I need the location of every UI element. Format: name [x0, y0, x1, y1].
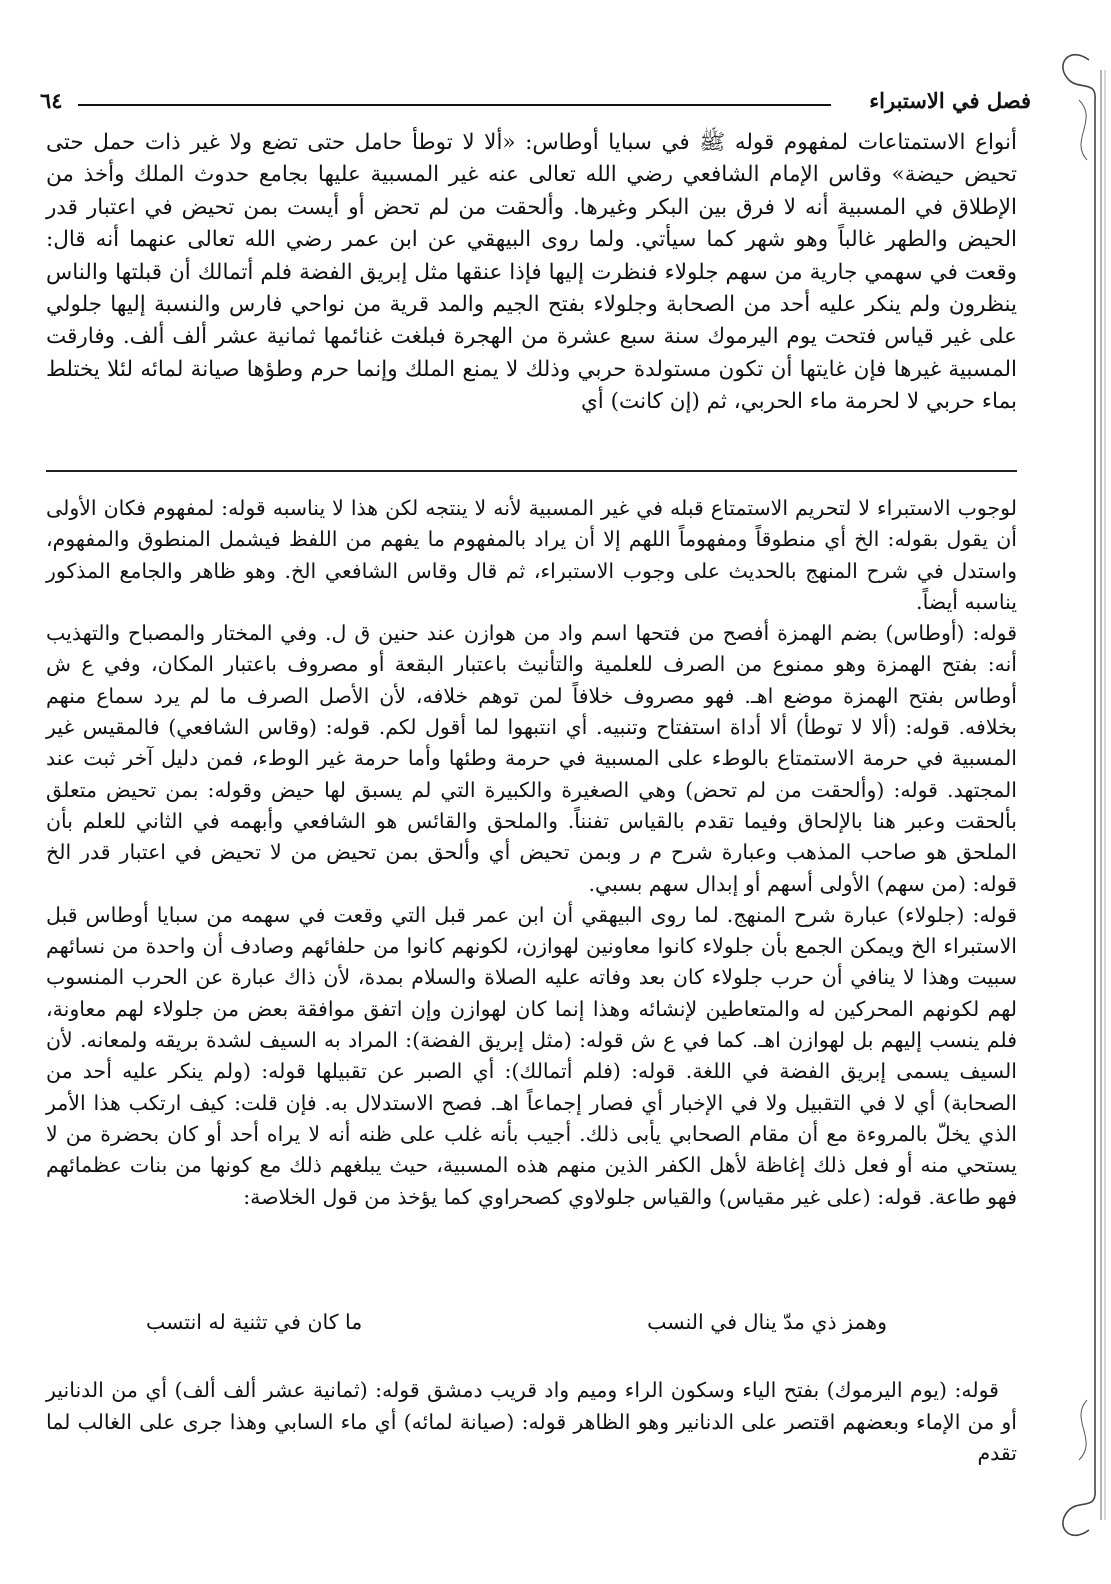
commentary-notes	[46, 493, 1017, 1213]
footnote-separator	[46, 470, 1017, 472]
scroll-border-ornament	[1049, 40, 1111, 1550]
verse-second-hemistich: ما كان في تثنية له انتسب	[146, 1310, 363, 1334]
note-paragraph: لوجوب الاستبراء لا لتحريم الاستمتاع قبله في غير المسبية لأنه لا ينتجه لكن هذا لا يناسبه قوله: لمفهوم فكان الأولى أن يقول بقوله: الخ أي منطوقاً ومفهوماً اللهم إلا أن يراد بالمفهوم ما يفهم من اللفظ فيشمل المنطوق والمفهوم، واستدل في شرح المنهج بالحديث على وجوب الاستبراء، ثم قال وقاس الشافعي الخ. وهو ظاهر والجامع المذكور يناسبه أيضاً.	[46, 496, 1017, 614]
verse-first-hemistich: وهمز ذي مدّ ينال في النسب	[647, 1310, 887, 1334]
main-paragraph: أنواع الاستمتاعات لمفهوم قوله ﷺ في سبايا أوطاس: «ألا لا توطأ حامل حتى تضع ولا غير ذات حمل حتى تحيض حيضة» وقاس الإمام الشافعي رضي الله تعالى عنه غير المسبية عليها بجامع حدوث الملك وأخذ من الإطلاق في المسبية أنه لا فرق بين البكر وغيرها. وألحقت من لم تحض أو أيست بمن تحيض في اعتبار قدر الحيض والطهر غالباً وهو شهر كما سيأتي. ولما روى البيهقي عن ابن عمر رضي الله تعالى عنهما أنه قال: وقعت في سهمي جارية من سهم جلولاء فنظرت إليها فإذا عنقها مثل إبريق الفضة فلم أتمالك أن قبلتها والناس ينظرون ولم ينكر عليه أحد من الصحابة وجلولاء بفتح الجيم والمد قرية من نواحي فارس والنسبة إليها جلولي على غير قياس فتحت يوم اليرموك سنة سبع عشرة من الهجرة فبلغت غنائمها ثمانية عشر ألف ألف. وفارقت المسبية غيرها فإن غايتها أن تكون مستولدة حربي وذلك لا يمنع الملك وإنما حرم وطؤها صيانة لمائه لئلا يختلط بماء حربي لا لحرمة ماء الحربي، ثم (إن كانت) أي	[46, 130, 1017, 415]
section-title: فصل في الاستبراء	[869, 88, 1031, 113]
page-header	[40, 88, 1031, 118]
commentary-notes-continued	[46, 1375, 1017, 1470]
note-paragraph: قوله: (يوم اليرموك) بفتح الياء وسكون الراء وميم واد قريب دمشق قوله: (ثمانية عشر ألف ألف) أي من الدنانير أو من الإماء وبعضهم اقتصر على الدنانير وهو الظاهر قوله: (صيانة لمائه) أي ماء السابي وهذا جرى على الغالب لما تقدم	[46, 1378, 1017, 1465]
note-paragraph: قوله: (أوطاس) بضم الهمزة أفصح من فتحها اسم واد من هوازن عند حنين ق ل. وفي المختار والمصباح والتهذيب أنه: بفتح الهمزة وهو ممنوع من الصرف للعلمية والتأنيث باعتبار البقعة أو مصروف باعتبار المكان، وفي ع ش أوطاس بفتح الهمزة موضع اهـ. فهو مصروف خلافاً لمن توهم خلافه، لأن الأصل الصرف ما لم يرد سماع منهم بخلافه. قوله: (ألا لا توطأ) ألا أداة استفتاح وتنبيه. أي انتبهوا لما أقول لكم. قوله: (وقاس الشافعي) فالمقيس غير المسبية في حرمة الاستمتاع بالوطء على المسبية في حرمة وطئها وأما حرمة غير الوطء، فمن دليل آخر ثبت عند المجتهد. قوله: (وألحقت من لم تحض) وهي الصغيرة والكبيرة التي لم يسبق لها حيض وقوله: بمن تحيض متعلق بألحقت وعبر هنا بالإلحاق وفيما تقدم بالقياس تفنناً. والملحق والقائس هو الشافعي وأبهمه في الثاني للعلم بأن الملحق هو صاحب المذهب وعبارة شرح م ر وبمن تحيض أي وألحق بمن تحيض من لا تحيض في اعتبار قدر الخ قوله: (من سهم) الأولى أسهم أو إبدال سهم بسبي.	[46, 621, 1017, 896]
poetry-verse	[46, 1310, 1017, 1350]
page-number: ٦٤	[40, 88, 63, 113]
header-rule	[78, 104, 831, 106]
note-paragraph: قوله: (جلولاء) عبارة شرح المنهج. لما روى البيهقي أن ابن عمر قبل التي وقعت في سهمه من سبايا أوطاس قبل الاستبراء الخ ويمكن الجمع بأن جلولاء كانوا معاونين لهوازن، لكونهم كانوا من حلفائهم وصادف أن واحدة من نسائهم سبيت وهذا لا ينافي أن حرب جلولاء كان بعد وفاته عليه الصلاة والسلام بمدة، لأن ذاك عبارة عن الحرب المنسوب لهم لكونهم المحركين له والمتعاطين لإنشائه وهذا إنما كان لهوازن وإن اتفق موافقة بعض من جلولاء لهم معاونة، فلم ينسب إليهم بل لهوازن اهـ. كما في ع ش قوله: (مثل إبريق الفضة): المراد به السيف لشدة بريقه ولمعانه. لأن السيف يسمى إبريق الفضة في اللغة. قوله: (فلم أتمالك): أي الصبر عن تقبيلها قوله: (ولم ينكر عليه أحد من الصحابة) أي لا في التقبيل ولا في الإخبار أي فصار إجماعاً اهـ. فصح الاستدلال به. فإن قلت: كيف ارتكب هذا الأمر الذي يخلّ بالمروءة مع أن مقام الصحابي يأبى ذلك. أجيب بأنه غلب على ظنه أنه لا يراه أحد أو كان بحضرة من لا يستحي منه أو فعل ذلك إغاظة لأهل الكفر الذين منهم هذه المسبية، حيث يبلغهم ذلك مع كونها من بنات عظمائهم فهو طاعة. قوله: (على غير مقياس) والقياس جلولاوي كصحراوي كما يؤخذ من قول الخلاصة:	[46, 902, 1017, 1209]
main-text-block	[46, 127, 1017, 419]
